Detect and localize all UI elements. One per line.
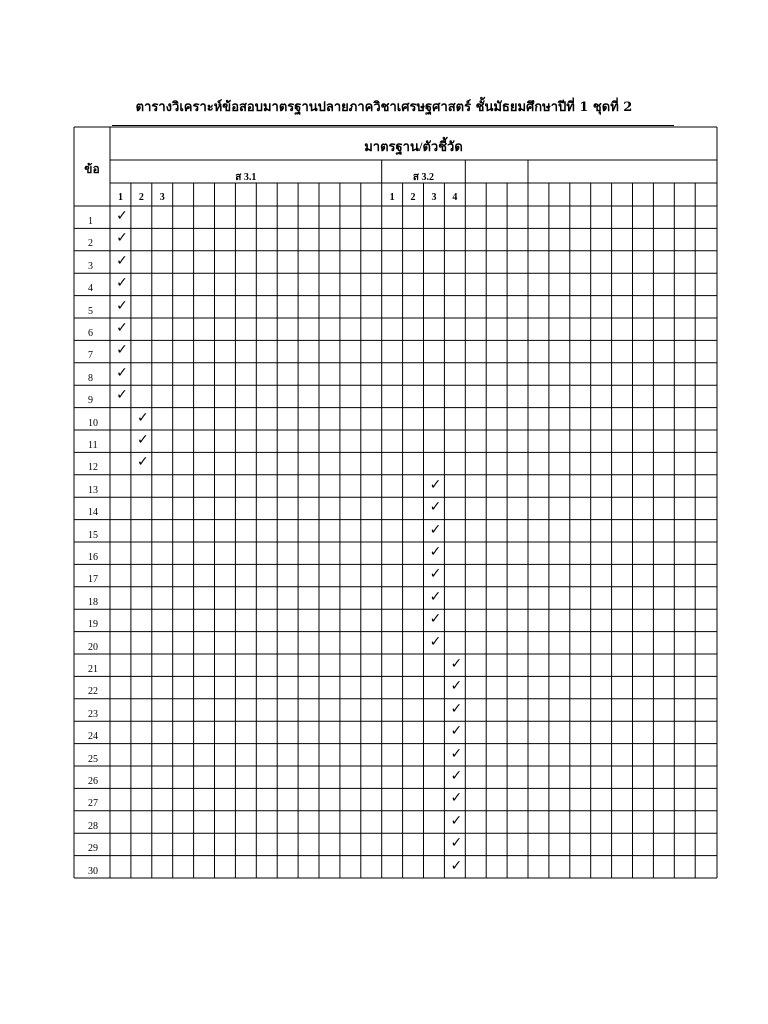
row-item-number: 11 (88, 440, 98, 451)
check-mark: ✓ (450, 812, 463, 829)
check-mark: ✓ (450, 700, 463, 717)
row-item-number: 7 (88, 350, 93, 362)
check-mark: ✓ (116, 208, 128, 224)
indicator-number: 1 (117, 192, 123, 203)
check-mark: ✓ (429, 611, 442, 628)
row-item-number: 17 (88, 574, 98, 586)
row-item-number: 28 (88, 820, 98, 832)
row-item-number: 30 (88, 865, 98, 877)
check-mark: ✓ (429, 476, 442, 493)
check-mark: ✓ (450, 835, 463, 852)
check-mark: ✓ (450, 857, 463, 874)
row-item-number: 10 (88, 417, 98, 429)
indicator-number: 3 (159, 192, 165, 203)
check-mark: ✓ (137, 432, 149, 448)
row-item-number: 13 (88, 484, 98, 496)
indicator-number: 4 (452, 192, 458, 203)
check-mark: ✓ (116, 387, 128, 404)
group-name: ส 3.2 (412, 172, 435, 183)
row-item-number: 2 (88, 238, 93, 250)
row-item-number: 3 (88, 260, 93, 272)
check-mark: ✓ (116, 252, 128, 269)
row-item-number: 18 (88, 596, 98, 608)
check-mark: ✓ (116, 320, 128, 336)
check-mark: ✓ (137, 409, 149, 426)
indicator-number: 2 (410, 192, 416, 203)
row-item-number: 5 (88, 305, 93, 317)
row-item-number: 8 (88, 372, 93, 384)
check-mark: ✓ (116, 297, 128, 314)
check-mark: ✓ (116, 342, 128, 359)
row-item-number: 6 (88, 328, 93, 339)
check-mark: ✓ (429, 566, 442, 583)
row-item-number: 15 (88, 529, 98, 541)
row-item-number: 29 (88, 843, 98, 855)
row-item-number: 25 (88, 753, 98, 765)
row-item-number: 4 (88, 283, 93, 295)
indicator-number: 1 (389, 192, 395, 203)
standards-header: มาตรฐาน/ตัวชี้วัด (364, 139, 463, 154)
row-item-number: 21 (88, 664, 98, 675)
check-mark: ✓ (450, 678, 463, 695)
row-item-number: 16 (88, 552, 98, 563)
row-item-number: 1 (88, 216, 93, 227)
check-mark: ✓ (450, 790, 463, 807)
document-title: ตารางวิเคราะห์ข้อสอบมาตรฐานปลายภาควิชาเศรษฐศาสตร์ ชั้นมัธยมศึกษาปีที่ 1 ชุดที่ 2 (135, 100, 633, 115)
check-mark: ✓ (450, 768, 463, 784)
row-item-number: 20 (88, 641, 98, 653)
check-mark: ✓ (450, 656, 463, 672)
row-item-number: 19 (88, 619, 98, 631)
check-mark: ✓ (429, 633, 442, 650)
check-mark: ✓ (429, 544, 442, 560)
row-item-number: 23 (88, 708, 98, 720)
row-item-number: 26 (88, 776, 98, 787)
indicator-number: 2 (138, 192, 144, 203)
check-mark: ✓ (450, 723, 463, 740)
check-mark: ✓ (137, 454, 149, 471)
row-item-number: 12 (88, 462, 98, 474)
check-mark: ✓ (429, 588, 442, 605)
indicator-number: 3 (431, 192, 437, 203)
group-name: ส 3.1 (235, 172, 257, 183)
check-mark: ✓ (116, 230, 128, 247)
row-item-number: 9 (88, 395, 93, 407)
row-item-number: 24 (88, 731, 98, 743)
item-column-header: ข้อ (84, 162, 100, 176)
row-item-number: 14 (88, 507, 98, 519)
check-mark: ✓ (429, 499, 442, 516)
check-mark: ✓ (116, 275, 128, 292)
row-item-number: 22 (88, 686, 98, 698)
check-mark: ✓ (116, 364, 128, 381)
row-item-number: 27 (88, 798, 98, 810)
check-mark: ✓ (429, 521, 442, 538)
check-mark: ✓ (450, 745, 463, 762)
